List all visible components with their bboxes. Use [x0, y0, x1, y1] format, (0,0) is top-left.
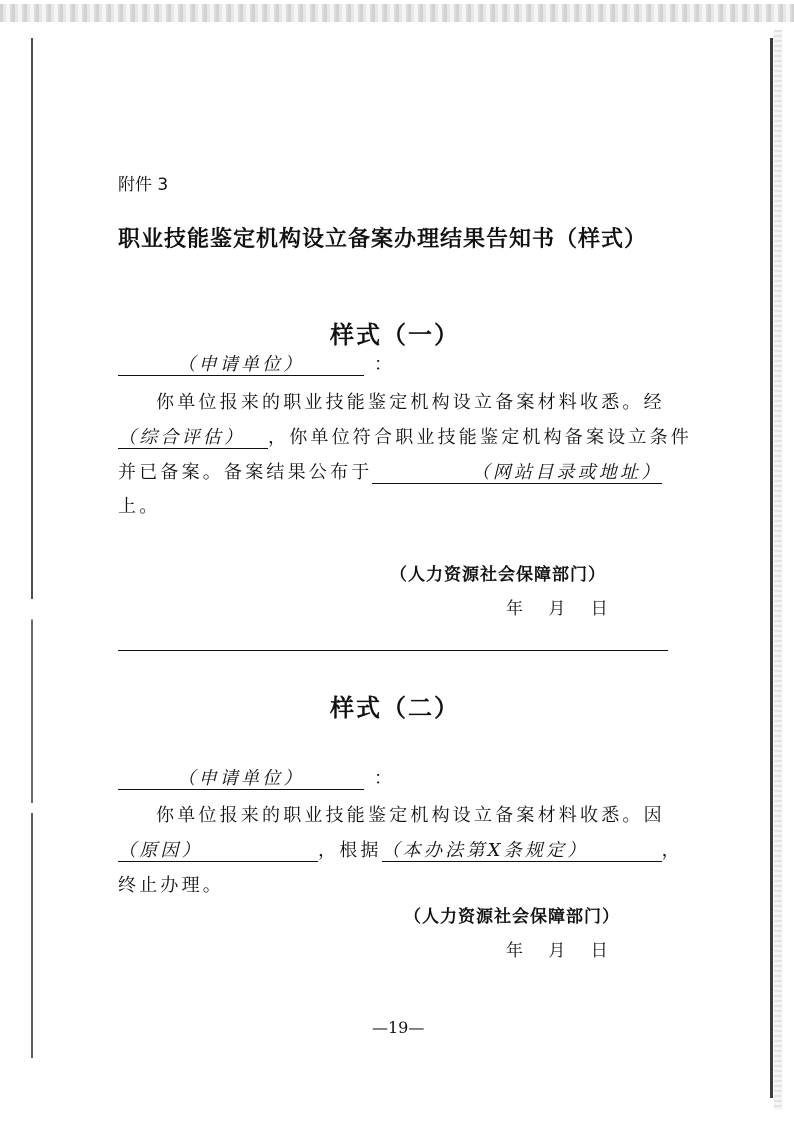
attachment-label: 附件 3: [118, 175, 169, 195]
form1-line1: 你单位报来的职业技能鉴定机构设立备案材料收悉。经: [156, 392, 665, 413]
form1-colon: ：: [374, 354, 396, 375]
form1-applicant-line: [118, 350, 395, 376]
document-title: 职业技能鉴定机构设立备案办理结果告知书（样式）: [118, 227, 648, 252]
page-right-edge: [770, 38, 773, 1098]
page-left-edge: [31, 38, 33, 1058]
form2-colon: ：: [374, 768, 396, 789]
form2-applicant-blank: （申请单位）: [118, 769, 364, 790]
form2-comma: ，: [661, 840, 683, 861]
form1-date: 年 月 日: [506, 599, 609, 619]
form1-line4: 上。: [118, 496, 161, 517]
form2-date: 年 月 日: [506, 941, 609, 961]
form2-line3: 终止办理。: [118, 875, 224, 896]
scan-artifact-strip: [0, 4, 794, 22]
section-divider: [118, 650, 668, 651]
form2-reason-blank: （原因）: [118, 841, 318, 862]
page-right-shadow: [774, 30, 782, 1110]
form2-line2: [118, 836, 683, 862]
form1-line3-text: 并已备案。备案结果公布于: [118, 462, 373, 483]
form1-line2: [118, 423, 692, 449]
page-number: —19—: [372, 1018, 425, 1037]
form2-line1: 你单位报来的职业技能鉴定机构设立备案材料收悉。因: [156, 805, 665, 826]
form2-rule-blank: （本办法第X条规定）: [382, 841, 662, 862]
form1-applicant-blank: （申请单位）: [118, 355, 364, 376]
form2-heading: 样式（二）: [330, 694, 460, 722]
form1-heading: 样式（一）: [330, 321, 460, 349]
form1-line3: [118, 458, 662, 484]
form2-signature: （人力资源社会保障部门）: [404, 907, 620, 927]
form2-applicant-line: [118, 764, 395, 790]
form2-according-text: ，根据: [318, 840, 382, 861]
form1-signature: （人力资源社会保障部门）: [390, 565, 606, 585]
form1-line2-text: ，你单位符合职业技能鉴定机构备案设立条件: [268, 427, 692, 448]
form1-website-blank: （网站目录或地址）: [372, 463, 662, 484]
form1-evaluation-blank: （综合评估）: [118, 428, 268, 449]
